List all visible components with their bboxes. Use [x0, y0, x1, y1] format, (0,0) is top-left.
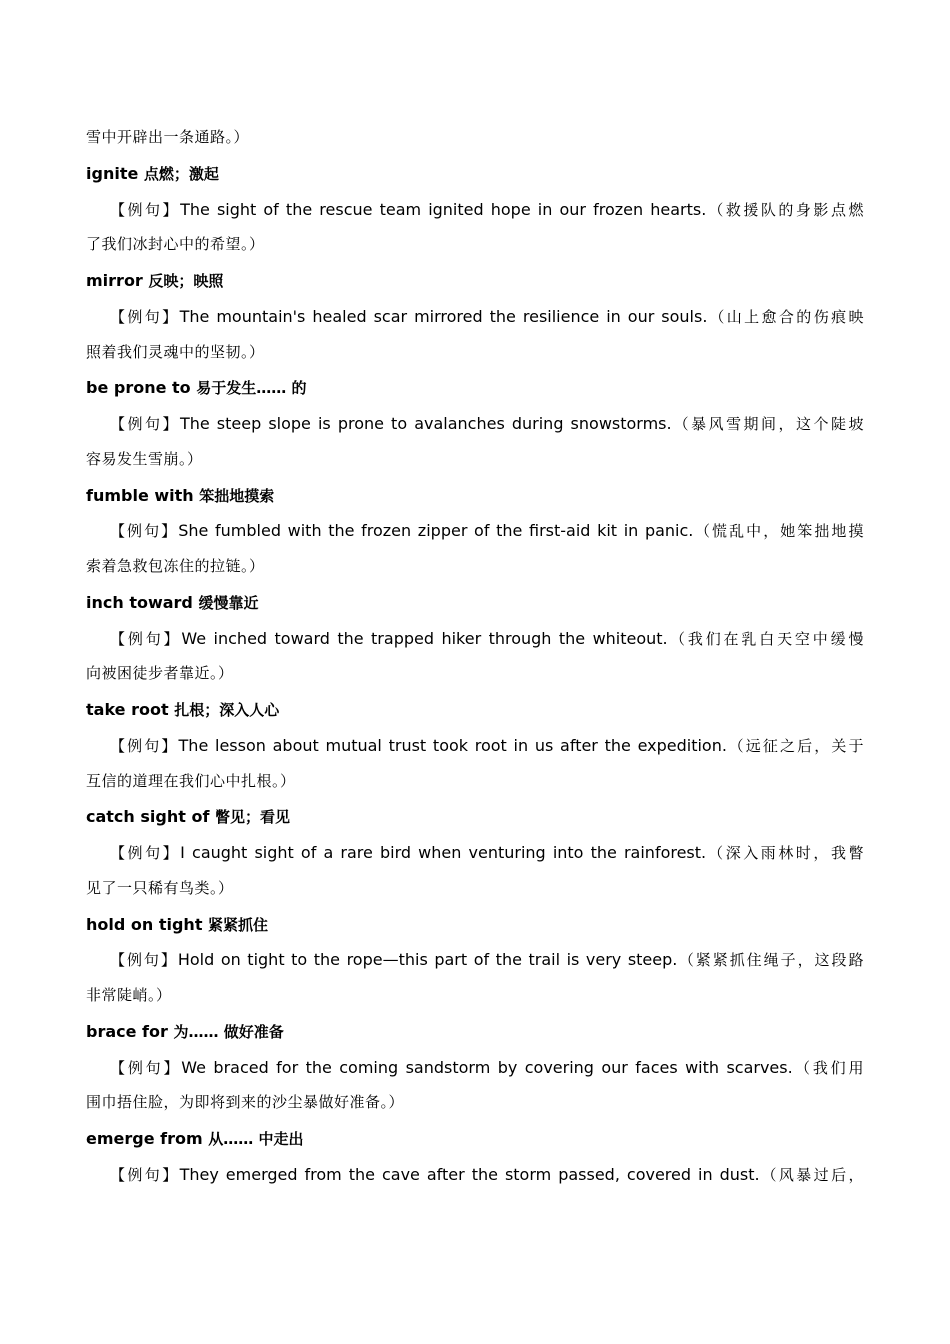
vocab-term [86, 1014, 864, 1050]
term-phrase: mirror [86, 271, 143, 290]
term-phrase: take root [86, 700, 169, 719]
example-english: She fumbled with the frozen zipper of the first-aid kit in panic. [178, 521, 694, 541]
term-phrase: hold on tight [86, 914, 203, 934]
example-label: 【例句】 [110, 1165, 180, 1184]
example-english: The lesson about mutual trust took root in us after the expedition. [178, 735, 727, 755]
example-translation-start: （暴风雪期间，这个陡坡 [671, 415, 864, 433]
vocab-term [86, 585, 864, 621]
example-english: We braced for the coming sandstorm by covering our faces with scarves. [181, 1057, 793, 1077]
example-sentence [86, 1050, 864, 1086]
term-phrase: brace for [86, 1021, 168, 1041]
continuation-text: 雪中开辟出一条通路。） [86, 128, 250, 146]
example-translation-end: 容易发生雪崩。） [86, 449, 203, 468]
example-translation-start: （慌乱中，她笨拙地摸 [693, 522, 864, 541]
example-label: 【例句】 [110, 200, 181, 219]
term-meaning: 缓慢靠近 [198, 593, 259, 612]
term-meaning: 从…… 中走出 [208, 1130, 304, 1148]
example-label: 【例句】 [110, 307, 180, 326]
example-translation-start: （紧紧抓住绳子，这段路 [677, 951, 864, 970]
example-translation-start: （我们用 [792, 1058, 864, 1077]
term-meaning: 易于发生…… 的 [196, 379, 307, 398]
example-translation-end: 围巾捂住脸，为即将到来的沙尘暴做好准备。） [86, 1093, 405, 1112]
term-meaning: 为…… 做好准备 [173, 1022, 284, 1041]
example-translation-start: （我们在乳白天空中缓慢 [667, 629, 864, 648]
term-phrase: be prone to [86, 378, 191, 398]
term-phrase: ignite [86, 163, 139, 183]
term-meaning: 紧紧抓住 [208, 915, 269, 934]
vocab-term [86, 692, 864, 728]
term-meaning: 反映；映照 [148, 272, 224, 290]
vocab-term [86, 370, 864, 406]
example-label: 【例句】 [110, 1058, 182, 1077]
term-meaning: 瞥见；看见 [214, 808, 290, 827]
document-page [86, 120, 864, 1193]
vocab-term [86, 156, 864, 192]
vocab-term [86, 263, 864, 299]
example-translation-end: 照着我们灵魂中的坚韧。） [86, 342, 265, 361]
example-sentence [86, 192, 864, 228]
example-translation-end: 向被困徒步者靠近。） [86, 664, 234, 683]
example-translation-start: （救援队的身影点燃 [706, 200, 864, 219]
example-sentence [86, 299, 864, 335]
example-translation-end: 了我们冰封心中的希望。） [86, 235, 265, 254]
example-english: The steep slope is prone to avalanches during snowstorms. [179, 414, 672, 433]
example-label: 【例句】 [110, 736, 179, 755]
vocab-term [86, 1121, 864, 1157]
example-sentence [86, 406, 864, 442]
example-sentence [86, 728, 864, 764]
term-phrase: inch toward [86, 592, 193, 612]
example-label: 【例句】 [110, 844, 181, 862]
term-meaning: 笨拙地摸索 [199, 486, 275, 505]
example-english: The sight of the rescue team ignited hope in our frozen hearts. [180, 199, 707, 219]
example-sentence [86, 513, 864, 549]
example-sentence [86, 1157, 864, 1193]
vocab-term [86, 907, 864, 943]
example-label: 【例句】 [110, 629, 182, 648]
example-translation-start: （山上愈合的伤痕映 [707, 307, 864, 326]
example-translation-start: （风暴过后， [759, 1165, 864, 1184]
example-translation-end: 非常陡峭。） [86, 986, 172, 1004]
vocabulary-list [86, 156, 864, 1193]
example-english: Hold on tight to the rope—this part of the trail is very steep. [177, 950, 678, 970]
example-sentence [86, 835, 864, 871]
term-phrase: emerge from [86, 1129, 203, 1148]
example-label: 【例句】 [110, 522, 179, 541]
term-phrase: catch sight of [86, 807, 210, 827]
example-sentence [86, 942, 864, 978]
example-translation-end: 见了一只稀有鸟类。） [86, 878, 234, 897]
example-english: They emerged from the cave after the storm passed, covered in dust. [179, 1164, 760, 1184]
example-english: The mountain's healed scar mirrored the resilience in our souls. [179, 306, 708, 326]
example-translation-end: 互信的道理在我们心中扎根。） [86, 771, 296, 790]
example-sentence [86, 621, 864, 657]
vocab-term [86, 478, 864, 514]
example-english: We inched toward the trapped hiker through the whiteout. [181, 628, 668, 648]
example-translation-start: （远征之后，关于 [726, 736, 864, 755]
example-label: 【例句】 [110, 951, 178, 970]
example-translation-end: 索着急救包冻住的拉链。） [86, 557, 265, 575]
example-english: I caught sight of a rare bird when venturing into the rainforest. [180, 843, 707, 862]
example-translation-start: （深入雨林时，我瞥 [706, 844, 864, 862]
vocab-term [86, 799, 864, 835]
term-meaning: 点燃；激起 [143, 164, 219, 183]
term-meaning: 扎根；深入人心 [174, 701, 280, 719]
example-label: 【例句】 [110, 415, 180, 433]
term-phrase: fumble with [86, 485, 194, 505]
